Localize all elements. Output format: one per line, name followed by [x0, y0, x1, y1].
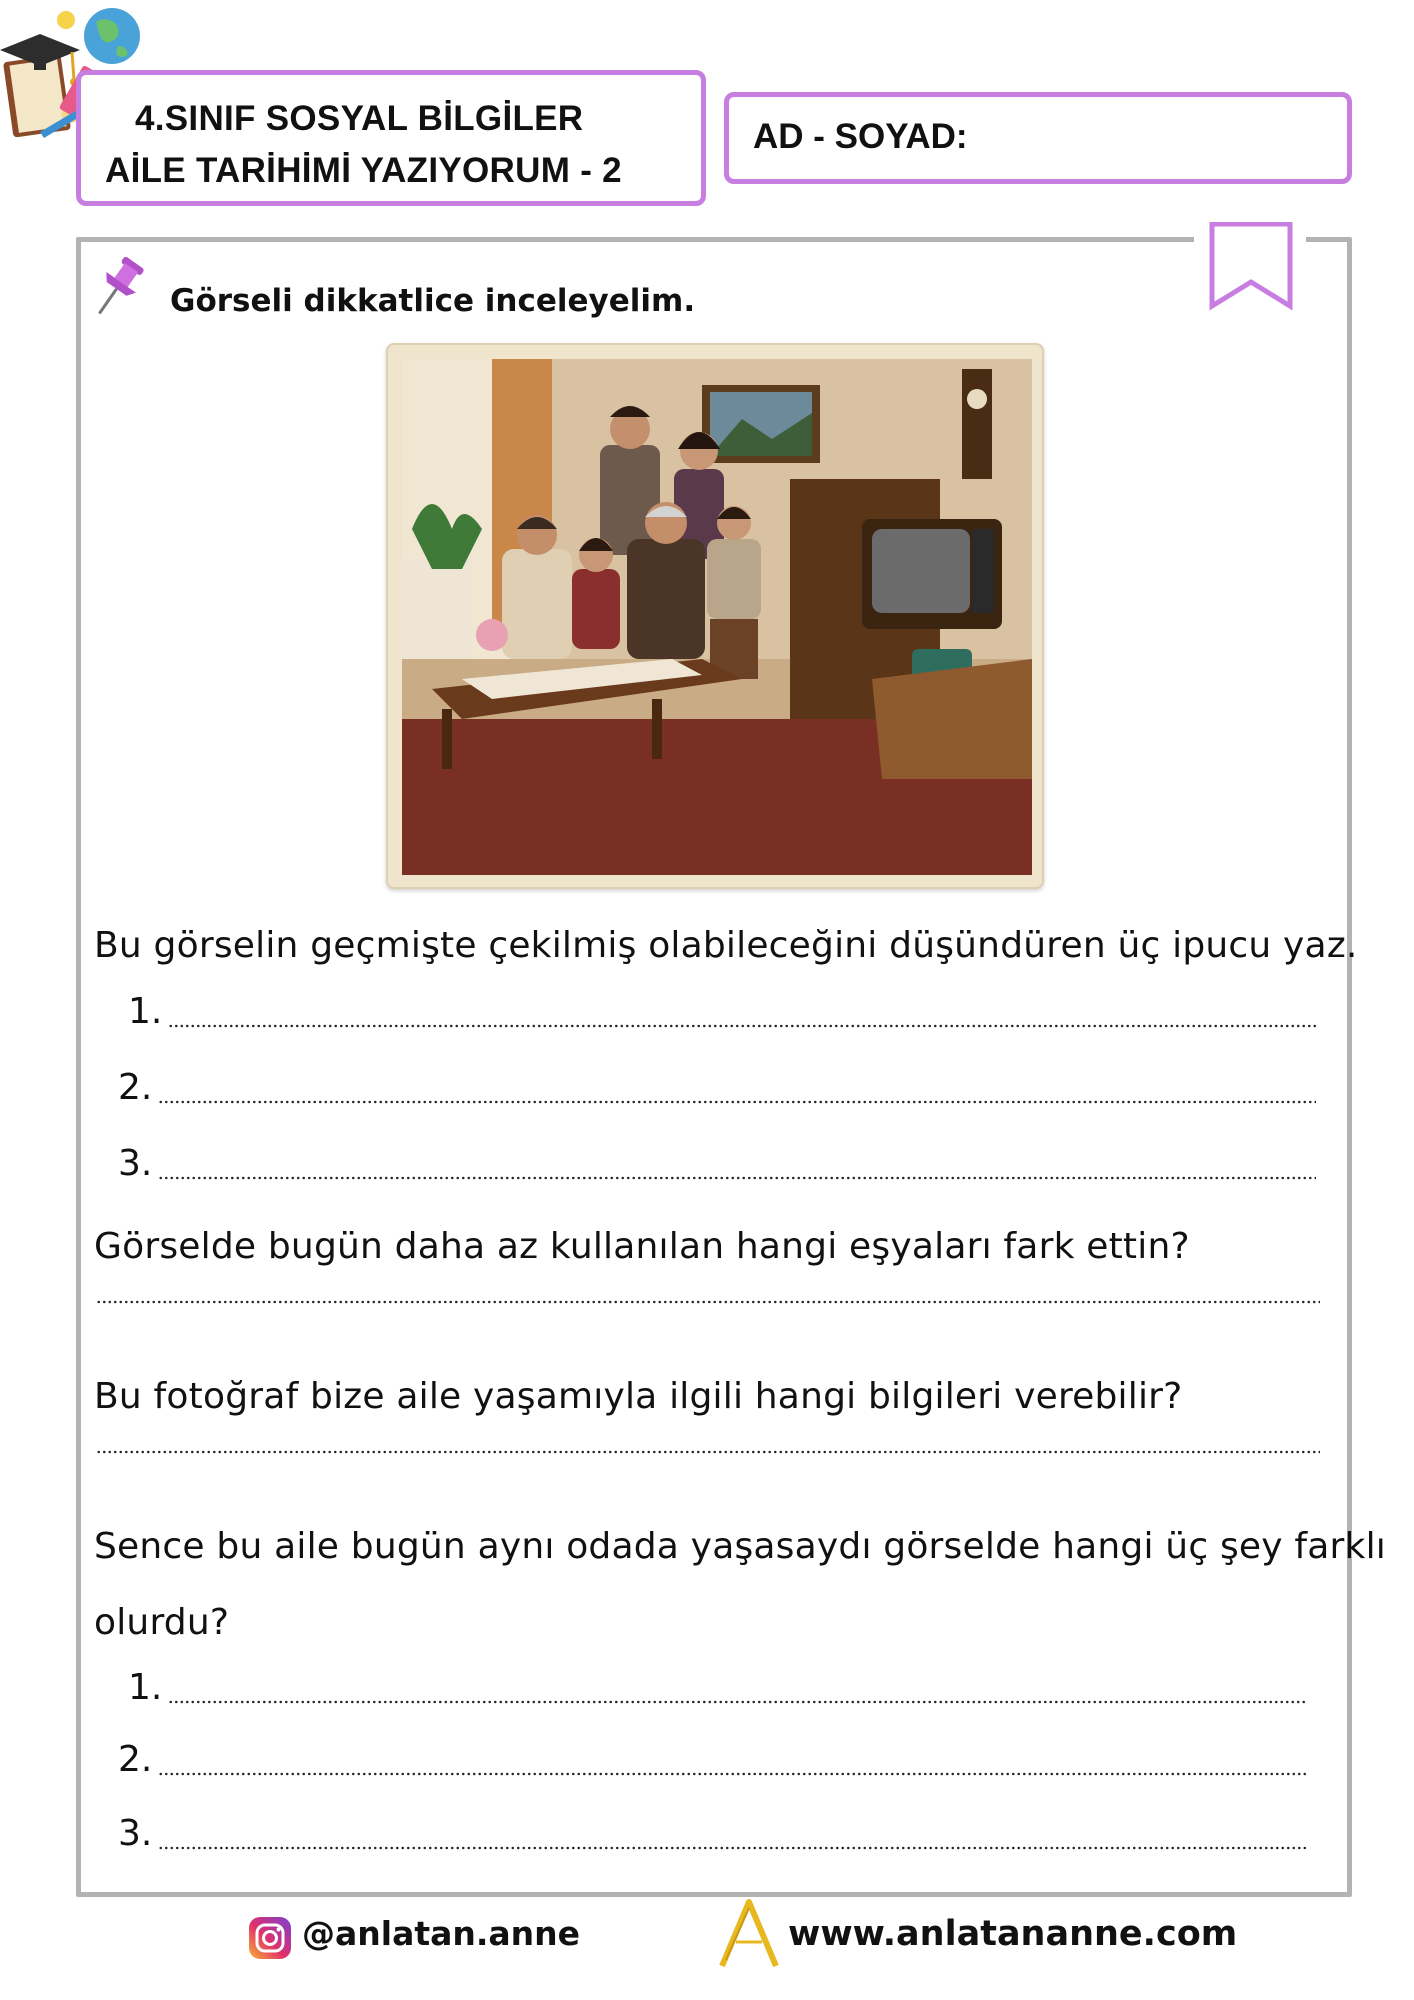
- letter-a-logo: [718, 1898, 780, 1968]
- dotted-line: [168, 1024, 1316, 1028]
- answer-line[interactable]: [118, 1068, 1316, 1108]
- answer-number: 2.: [118, 1067, 153, 1108]
- question-1-text: Bu görselin geçmişte çekilmiş olabileceğini düşündüren üç ipucu yaz.: [94, 925, 1358, 966]
- dotted-line: [158, 1772, 1308, 1776]
- answer-line[interactable]: [128, 1668, 1308, 1708]
- answer-number: 3.: [118, 1143, 153, 1184]
- instruction-text: Görseli dikkatlice inceleyelim.: [170, 283, 696, 319]
- website-link[interactable]: www.anlatananne.com: [788, 1914, 1238, 1954]
- question-4-text-line1: Sence bu aile bugün aynı odada yaşasaydı görselde hangi üç şey farklı: [94, 1526, 1386, 1567]
- dotted-line: [158, 1100, 1316, 1104]
- dotted-line: [158, 1176, 1316, 1180]
- answer-line[interactable]: [128, 992, 1316, 1032]
- family-photo-illustration: [402, 359, 1032, 875]
- worksheet-title-line2: AİLE TARİHİMİ YAZIYORUM - 2: [105, 151, 622, 190]
- worksheet-title-box: [76, 70, 706, 206]
- dotted-line: [158, 1846, 1308, 1850]
- answer-line[interactable]: [96, 1300, 1320, 1308]
- question-3-text: Bu fotoğraf bize aile yaşamıyla ilgili hangi bilgileri verebilir?: [94, 1376, 1183, 1417]
- instagram-icon[interactable]: [248, 1916, 292, 1960]
- dotted-line: [96, 1300, 1320, 1304]
- push-pin-icon: [92, 254, 148, 326]
- answer-line[interactable]: [96, 1450, 1320, 1458]
- answer-number: 2.: [118, 1739, 153, 1780]
- bookmark-icon: [1208, 222, 1294, 312]
- question-2-text: Görselde bugün daha az kullanılan hangi eşyaları fark ettin?: [94, 1226, 1190, 1267]
- answer-line[interactable]: [118, 1814, 1308, 1854]
- answer-number: 1.: [128, 1667, 163, 1708]
- answer-line[interactable]: [118, 1144, 1316, 1184]
- family-photo: [386, 343, 1044, 889]
- worksheet-title-line1: 4.SINIF SOSYAL BİLGİLER: [135, 99, 584, 138]
- question-4-text-line2: olurdu?: [94, 1602, 230, 1643]
- dotted-line: [168, 1700, 1308, 1704]
- dotted-line: [96, 1450, 1320, 1454]
- answer-line[interactable]: [118, 1740, 1308, 1780]
- answer-number: 3.: [118, 1813, 153, 1854]
- student-name-box[interactable]: [724, 92, 1352, 184]
- instagram-handle[interactable]: @anlatan.anne: [302, 1914, 581, 1953]
- answer-number: 1.: [128, 991, 163, 1032]
- name-surname-label: AD - SOYAD:: [753, 117, 968, 156]
